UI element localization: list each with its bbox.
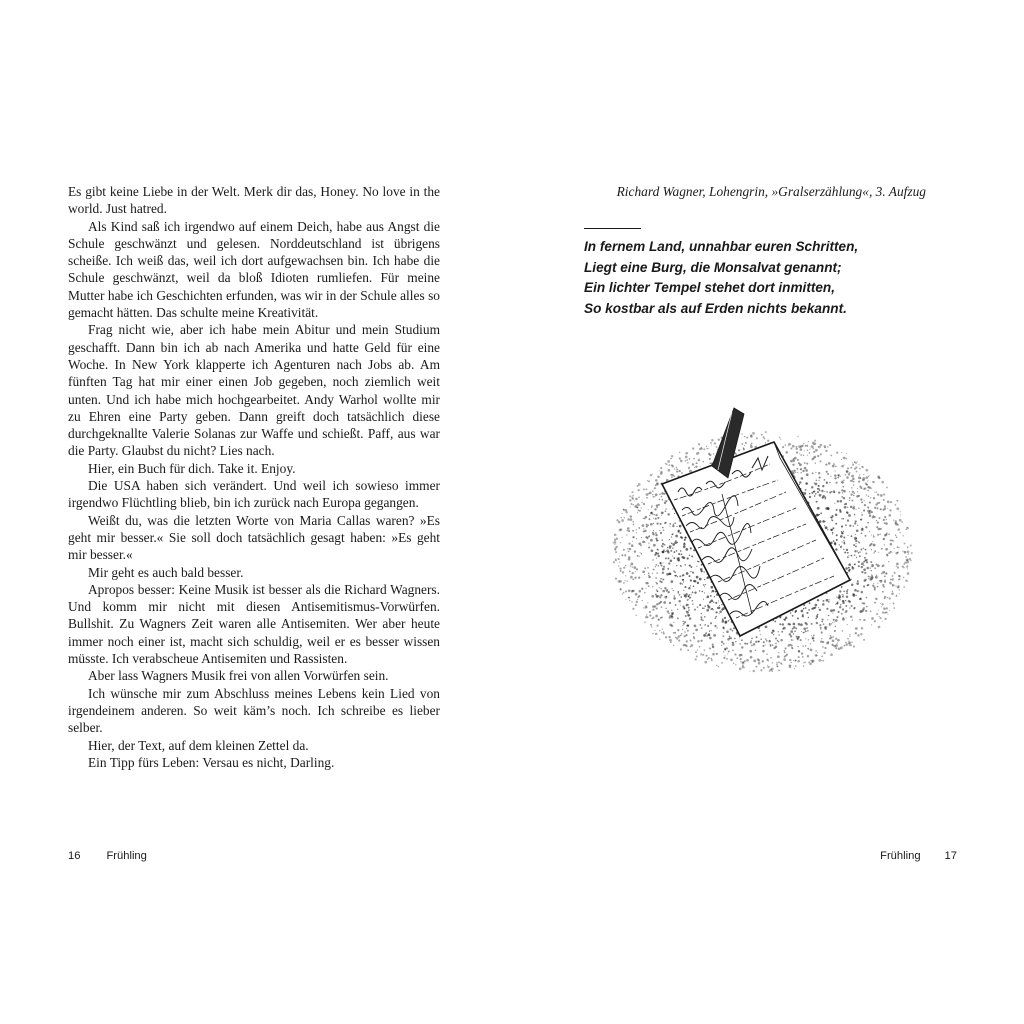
- footer-left: [68, 849, 147, 863]
- paragraph: Mir geht es auch bald besser.: [88, 564, 244, 580]
- verse-line: So kostbar als auf Erden nichts bekannt.: [584, 300, 847, 316]
- right-page: [512, 0, 1024, 1024]
- paragraph: Aber lass Wagners Musik frei von allen Vorwürfen sein.: [88, 668, 389, 684]
- paragraph: Hier, ein Buch für dich. Take it. Enjoy.: [88, 460, 296, 476]
- page-number: 16: [68, 850, 81, 862]
- paragraph: Ich wünsche mir zum Abschluss meines Lebens kein Lied von irgendeinem anderen. So weit käm’s noch. Ich schreibe es lieber selber.: [68, 685, 440, 736]
- paragraph: Frag nicht wie, aber ich habe mein Abitur und mein Studium geschafft. Dann bin ich ab nach Amerika und hatte Geld für eine Woche. In New York klapperte ich Agenturen nach Jobs ab. Am fünften Tag hat mir einer einen Job gegeben, noch ziemlich weit unten. Und ich habe mich hochgearbeitet. Andy Warhol wollte mir zu Ehren eine Party geben. Dann greift doch tatsächlich diese durchgeknallte Valerie Solanas zur Waffe und schießt. Paff, aus war die Party. Glaubst du nicht? Lies nach.: [68, 322, 440, 459]
- verse-quote: [584, 237, 964, 319]
- page-number: 17: [944, 850, 957, 862]
- running-head: Frühling: [880, 850, 921, 862]
- quote-attribution: Richard Wagner, Lohengrin, »Gralserzählung«, 3. Aufzug: [616, 184, 926, 199]
- body-text: [68, 183, 440, 771]
- verse-line: Liegt eine Burg, die Monsalvat genannt;: [584, 259, 842, 275]
- paragraph: Es gibt keine Liebe in der Welt. Merk dir das, Honey. No love in the world. Just hatred.: [68, 184, 440, 217]
- paragraph: Als Kind saß ich irgendwo auf einem Deich, habe aus Angst die Schule geschwänzt und gelesen. Norddeutschland ist übrigens scheiße. Ich weiß das, weil ich dort aufgewachsen bin. Ich habe die Schule geschwänzt, weil da bloß Idioten rumliefen. Für meine Mutter habe ich Geschichten erfunden, was wir in der Schule alles so gemacht hätten. Das schulte meine Kreativität.: [68, 218, 440, 321]
- paragraph: Die USA haben sich verändert. Und weil ich sowieso immer irgendwo Flüchtling blieb, bin ich zurück nach Europa gegangen.: [68, 478, 440, 511]
- paragraph: Hier, der Text, auf dem kleinen Zettel da.: [88, 737, 309, 753]
- verse-line: Ein lichter Tempel stehet dort inmitten,: [584, 280, 836, 296]
- paragraph: Ein Tipp fürs Leben: Versau es nicht, Darling.: [88, 754, 335, 770]
- running-head: Frühling: [106, 850, 147, 862]
- footer-right: [880, 849, 957, 863]
- paragraph: Weißt du, was die letzten Worte von Maria Callas waren? »Es geht mir besser.« Sie soll doch tatsächlich gesagt haben: »Es geht mir besser.«: [68, 512, 440, 563]
- paragraph: Apropos besser: Keine Musik ist besser als die Richard Wagners. Und komm mir nicht mit diesen Antisemitismus-Vorwürfen. Bullshit. Zu Wagners Zeit waren alle Antisemiten. Wer aber heute immer noch einer ist, macht sich schuldig, weil er es besser wissen müsste. Ich verabscheue Antisemiten und Rassisten.: [68, 581, 440, 667]
- verse-line: In fernem Land, unnahbar euren Schritten,: [584, 239, 859, 254]
- divider-rule: [584, 228, 641, 229]
- pinned-note-stipple-drawing-icon: [602, 392, 942, 698]
